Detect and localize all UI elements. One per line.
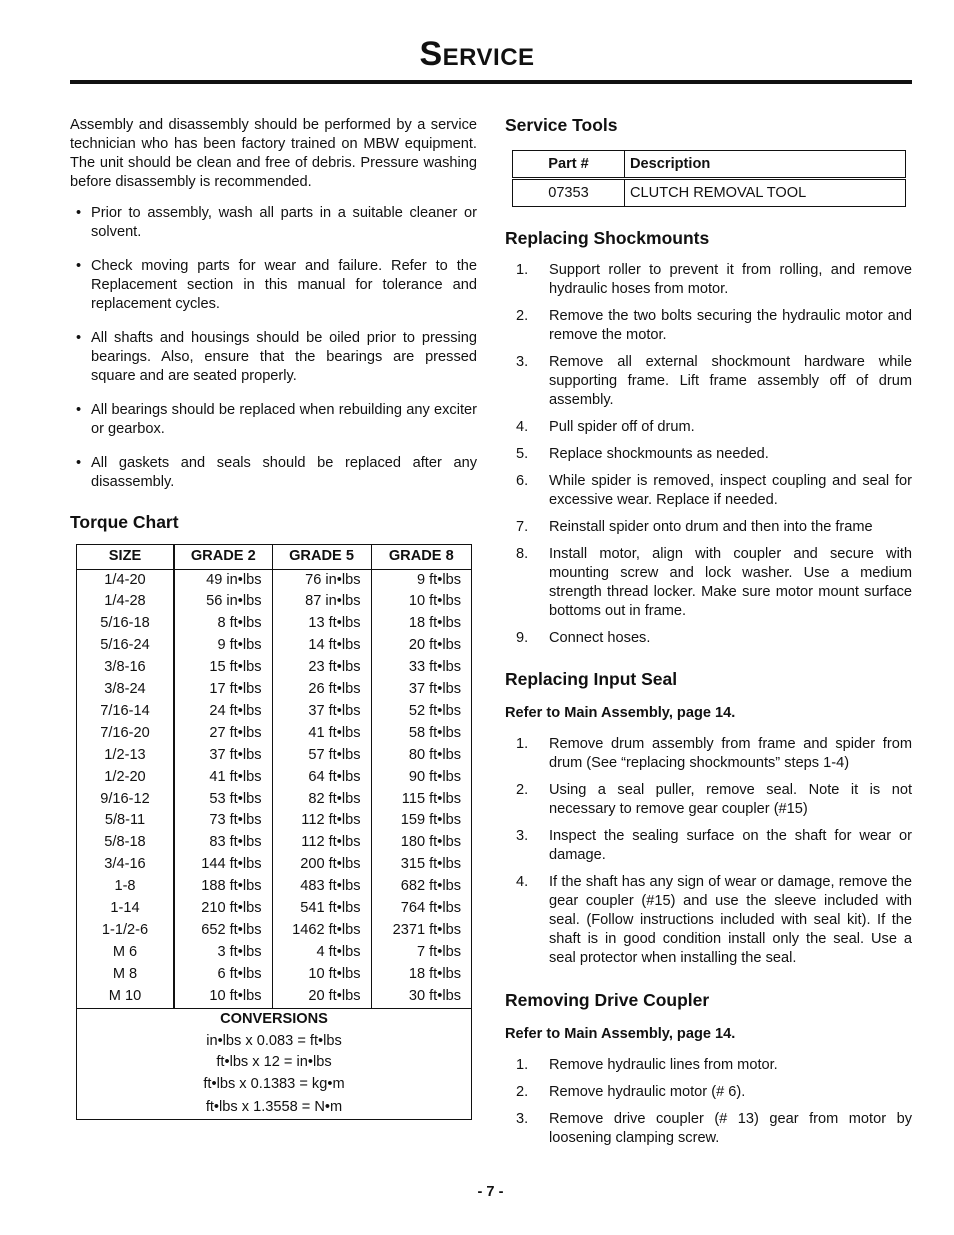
grade8-cell: 115 ft•lbs (401, 790, 461, 807)
size-cell: M 10 (77, 986, 174, 1008)
size-cell: M 8 (77, 964, 174, 986)
step-text: Inspect the sealing surface on the shaft for wear or damage. (549, 828, 912, 864)
step-text: Remove all external shockmount hardware while supporting frame. Lift frame assembly off of drum assembly. (549, 353, 912, 408)
list-item (505, 545, 912, 621)
title-divider (70, 80, 912, 84)
step-number: 3. (516, 1111, 529, 1127)
grade8-cell: 33 ft•lbs (408, 659, 461, 676)
column-header: SIZE (77, 545, 174, 569)
grade2-cell: 41 ft•lbs (174, 767, 272, 789)
grade2-cell: 27 ft•lbs (174, 723, 272, 745)
grade5-cell: 483 ft•lbs (272, 876, 371, 898)
grade5-cell: 76 in•lbs (272, 569, 371, 591)
table-row (77, 657, 471, 679)
step-number: 2. (516, 1084, 529, 1101)
step-text: Using a seal puller, remove seal. Note it is not necessary to remove gear coupler (#15) (549, 782, 912, 818)
grade2-cell: 17 ft•lbs (174, 679, 272, 701)
grade8-cell: 30 ft•lbs (408, 987, 461, 1004)
input-seal-steps (505, 735, 912, 968)
conversions-header-row (77, 1008, 471, 1030)
grade5-cell: 41 ft•lbs (272, 723, 371, 745)
size-cell: 7/16-20 (77, 723, 174, 745)
grade8-cell: 2371 ft•lbs (392, 922, 461, 938)
torque-chart-heading: Torque Chart (70, 512, 179, 532)
bullet-marker: • (76, 204, 82, 221)
size-cell: 3/8-24 (77, 679, 174, 701)
step-text: Connect hoses. (549, 629, 651, 646)
page-number: - 7 - (477, 1184, 504, 1200)
grade8-cell: 9 ft•lbs (416, 571, 461, 588)
list-item (505, 1110, 912, 1148)
column-header: GRADE 8 (371, 545, 471, 569)
step-number: 8. (516, 545, 529, 562)
step-text: While spider is removed, inspect coupling and seal for excessive wear. Replace if needed. (549, 472, 912, 508)
size-cell: 1-1/2-6 (77, 920, 174, 942)
step-text: Replace shockmounts as needed. (549, 445, 769, 462)
table-row (77, 591, 471, 613)
step-text: Support roller to prevent it from rolling, and remove hydraulic hoses from motor. (549, 262, 912, 297)
table-header-row (513, 151, 906, 179)
drive-coupler-steps (505, 1056, 912, 1148)
table-row (77, 1052, 471, 1074)
grade2-cell: 24 ft•lbs (174, 701, 272, 723)
list-item (505, 307, 912, 345)
grade8-cell: 180 ft•lbs (400, 834, 461, 851)
grade8-cell: 315 ft•lbs (400, 856, 461, 873)
table-header-row (77, 545, 471, 569)
step-number: 4. (516, 874, 529, 891)
table-row (77, 635, 471, 657)
list-item (505, 518, 912, 537)
list-item (505, 629, 912, 648)
grade2-cell: 73 ft•lbs (174, 810, 272, 832)
grade8-cell: 52 ft•lbs (408, 702, 461, 719)
torque-table (77, 545, 471, 1119)
step-text: Pull spider off of drum. (549, 418, 695, 435)
grade5-cell: 4 ft•lbs (272, 942, 371, 964)
conversion-formula: in•lbs x 0.083 = ft•lbs (206, 1032, 342, 1049)
step-number: 9. (516, 629, 529, 646)
step-text: Remove hydraulic lines from motor. (549, 1057, 778, 1074)
bullet-marker: • (76, 401, 82, 418)
grade8-cell: 18 ft•lbs (408, 965, 461, 982)
column-header: GRADE 2 (174, 545, 272, 569)
bullet-marker: • (76, 329, 82, 346)
grade2-cell: 83 ft•lbs (174, 832, 272, 854)
service-tools-table (512, 150, 906, 207)
list-item (505, 827, 912, 865)
size-cell: 1-8 (77, 876, 174, 898)
step-number: 5. (516, 445, 529, 462)
table-row (77, 613, 471, 635)
shockmounts-heading: Replacing Shockmounts (505, 228, 710, 248)
grade8-cell: 764 ft•lbs (400, 900, 461, 917)
grade2-cell: 15 ft•lbs (174, 657, 272, 679)
table-row (77, 854, 471, 876)
bullet-list (70, 204, 477, 492)
step-number: 6. (516, 472, 529, 489)
size-cell: 3/8-16 (77, 657, 174, 679)
list-item: • All shafts and housings should be oiled prior to pressing bearings. Also, ensure that the bearings are pressed square and are seated properly. (76, 329, 477, 384)
conversion-formula: ft•lbs x 12 = in•lbs (216, 1054, 332, 1071)
table-row (77, 942, 471, 964)
step-number: 4. (516, 418, 529, 435)
grade8-cell: 7 ft•lbs (416, 943, 461, 960)
list-item: • Prior to assembly, wash all parts in a suitable cleaner or solvent. (76, 204, 477, 240)
table-row (513, 179, 906, 207)
service-tools-heading: Service Tools (505, 115, 618, 135)
step-number: 2. (516, 782, 529, 799)
table-row (77, 1031, 471, 1053)
list-item (505, 353, 912, 410)
step-text: If the shaft has any sign of wear or damage, remove the gear coupler (#15) and use the sleeve included with seal. (Follow instructions included with seal kit). If the shaft is in good condition install only the seal. Use a seal protector when installing the seal. (549, 874, 912, 967)
grade5-cell: 37 ft•lbs (272, 701, 371, 723)
step-number: 1. (516, 262, 529, 278)
drive-coupler-heading: Removing Drive Coupler (505, 990, 710, 1011)
part-number-cell: 07353 (513, 179, 625, 207)
grade2-cell: 10 ft•lbs (174, 986, 272, 1008)
grade5-cell: 57 ft•lbs (272, 745, 371, 767)
grade2-cell: 53 ft•lbs (174, 789, 272, 811)
grade5-cell: 20 ft•lbs (272, 986, 371, 1008)
table-row (77, 1074, 471, 1096)
table-row (77, 898, 471, 920)
grade8-cell: 37 ft•lbs (408, 681, 461, 698)
step-text: Install motor, align with coupler and secure with mounting screw and lock washer. Use a medium strength thread locker. Make sure motor mount surface bottoms out in frame. (549, 545, 912, 619)
list-item (505, 1083, 912, 1102)
table-row (77, 767, 471, 789)
left-column (70, 116, 477, 1115)
size-cell: 1/2-20 (77, 767, 174, 789)
column-header: GRADE 5 (272, 545, 371, 569)
list-item: • All gaskets and seals should be replaced after any disassembly. (76, 454, 477, 490)
torque-table-body (77, 569, 471, 1008)
grade2-cell: 9 ft•lbs (174, 635, 272, 657)
grade8-cell: 20 ft•lbs (408, 637, 461, 654)
list-item (505, 445, 912, 464)
table-row (77, 964, 471, 986)
grade2-cell: 144 ft•lbs (174, 854, 272, 876)
list-item (505, 873, 912, 968)
grade5-cell: 23 ft•lbs (272, 657, 371, 679)
grade2-cell: 3 ft•lbs (174, 942, 272, 964)
table-row (77, 920, 471, 942)
grade5-cell: 64 ft•lbs (272, 767, 371, 789)
conversions-heading: CONVERSIONS (77, 1008, 471, 1030)
table-row (77, 789, 471, 811)
shockmounts-steps (505, 261, 912, 647)
size-cell: 1/2-13 (77, 745, 174, 767)
table-row (77, 745, 471, 767)
list-item (505, 1056, 912, 1075)
grade2-cell: 210 ft•lbs (174, 898, 272, 920)
list-item: • Check moving parts for wear and failure. Refer to the Replacement section in this manual for tolerance and replacement cycles. (76, 257, 477, 312)
grade5-cell: 541 ft•lbs (272, 898, 371, 920)
grade2-cell: 56 in•lbs (174, 591, 272, 613)
grade5-cell: 82 ft•lbs (272, 789, 371, 811)
bullet-marker: • (76, 257, 82, 274)
size-cell: 5/16-24 (77, 635, 174, 657)
size-cell: 7/16-14 (77, 701, 174, 723)
step-text: Remove hydraulic motor (# 6). (549, 1084, 746, 1101)
step-text: Reinstall spider onto drum and then into the frame (549, 518, 873, 535)
size-cell: 1/4-28 (77, 591, 174, 613)
table-row (77, 1096, 471, 1119)
grade2-cell: 6 ft•lbs (174, 964, 272, 986)
grade2-cell: 8 ft•lbs (174, 613, 272, 635)
list-item (505, 472, 912, 510)
input-seal-heading: Replacing Input Seal (505, 669, 678, 690)
grade2-cell: 49 in•lbs (174, 569, 272, 591)
bullet-marker: • (76, 454, 82, 471)
step-number: 3. (516, 353, 529, 370)
size-cell: 1/4-20 (77, 569, 174, 591)
grade5-cell: 13 ft•lbs (272, 613, 371, 635)
step-number: 2. (516, 307, 529, 324)
table-row (77, 723, 471, 745)
grade2-cell: 188 ft•lbs (174, 876, 272, 898)
size-cell: 3/4-16 (77, 854, 174, 876)
grade5-cell: 112 ft•lbs (272, 832, 371, 854)
grade8-cell: 80 ft•lbs (408, 746, 461, 763)
grade5-cell: 10 ft•lbs (272, 964, 371, 986)
page-title: Service (419, 35, 535, 73)
grade2-cell: 37 ft•lbs (174, 745, 272, 767)
column-header: Description (625, 151, 906, 179)
input-seal-reference: Refer to Main Assembly, page 14. (505, 705, 736, 722)
grade8-cell: 58 ft•lbs (408, 724, 461, 741)
step-number: 3. (516, 828, 529, 845)
grade8-cell: 10 ft•lbs (408, 593, 461, 610)
table-row (77, 810, 471, 832)
step-text: Remove the two bolts securing the hydraulic motor and remove the motor. (549, 307, 912, 343)
size-cell: M 6 (77, 942, 174, 964)
step-text: Remove drive coupler (# 13) gear from motor by loosening clamping screw. (549, 1111, 912, 1146)
step-text: Remove drum assembly from frame and spider from drum (See “replacing shockmounts” steps 1-4) (549, 736, 912, 772)
list-item (505, 261, 912, 299)
size-cell: 9/16-12 (77, 789, 174, 811)
drive-coupler-reference: Refer to Main Assembly, page 14. (505, 1026, 736, 1043)
size-cell: 5/8-18 (77, 832, 174, 854)
step-number: 1. (516, 736, 529, 753)
grade5-cell: 87 in•lbs (272, 591, 371, 613)
right-column (505, 114, 912, 1156)
grade8-cell: 682 ft•lbs (400, 878, 461, 895)
size-cell: 1-14 (77, 898, 174, 920)
table-row (77, 679, 471, 701)
step-number: 7. (516, 518, 529, 535)
conversion-formula: ft•lbs x 0.1383 = kg•m (203, 1076, 345, 1093)
intro-paragraph: Assembly and disassembly should be performed by a service technician who has been factory trained on MBW equipment. The unit should be clean and free of debris. Pressure washing before disassembly is recommended. (70, 117, 477, 190)
size-cell: 5/16-18 (77, 613, 174, 635)
table-row (77, 569, 471, 591)
step-number: 1. (516, 1057, 529, 1074)
grade8-cell: 90 ft•lbs (408, 768, 461, 785)
grade5-cell: 14 ft•lbs (272, 635, 371, 657)
list-item (505, 781, 912, 819)
grade8-cell: 159 ft•lbs (400, 812, 461, 829)
grade2-cell: 652 ft•lbs (174, 920, 272, 942)
size-cell: 5/8-11 (77, 810, 174, 832)
table-row (77, 876, 471, 898)
list-item (505, 735, 912, 773)
column-header: Part # (513, 151, 625, 179)
table-row (77, 986, 471, 1008)
grade8-cell: 18 ft•lbs (408, 615, 461, 632)
table-row (77, 832, 471, 854)
description-cell: CLUTCH REMOVAL TOOL (625, 179, 906, 207)
table-row (77, 701, 471, 723)
list-item: • All bearings should be replaced when rebuilding any exciter or gearbox. (76, 401, 477, 437)
conversion-formula: ft•lbs x 1.3558 = N•m (205, 1098, 343, 1115)
grade5-cell: 200 ft•lbs (272, 854, 371, 876)
grade5-cell: 1462 ft•lbs (272, 920, 371, 942)
grade5-cell: 112 ft•lbs (272, 810, 371, 832)
grade5-cell: 26 ft•lbs (272, 679, 371, 701)
list-item (505, 418, 912, 437)
